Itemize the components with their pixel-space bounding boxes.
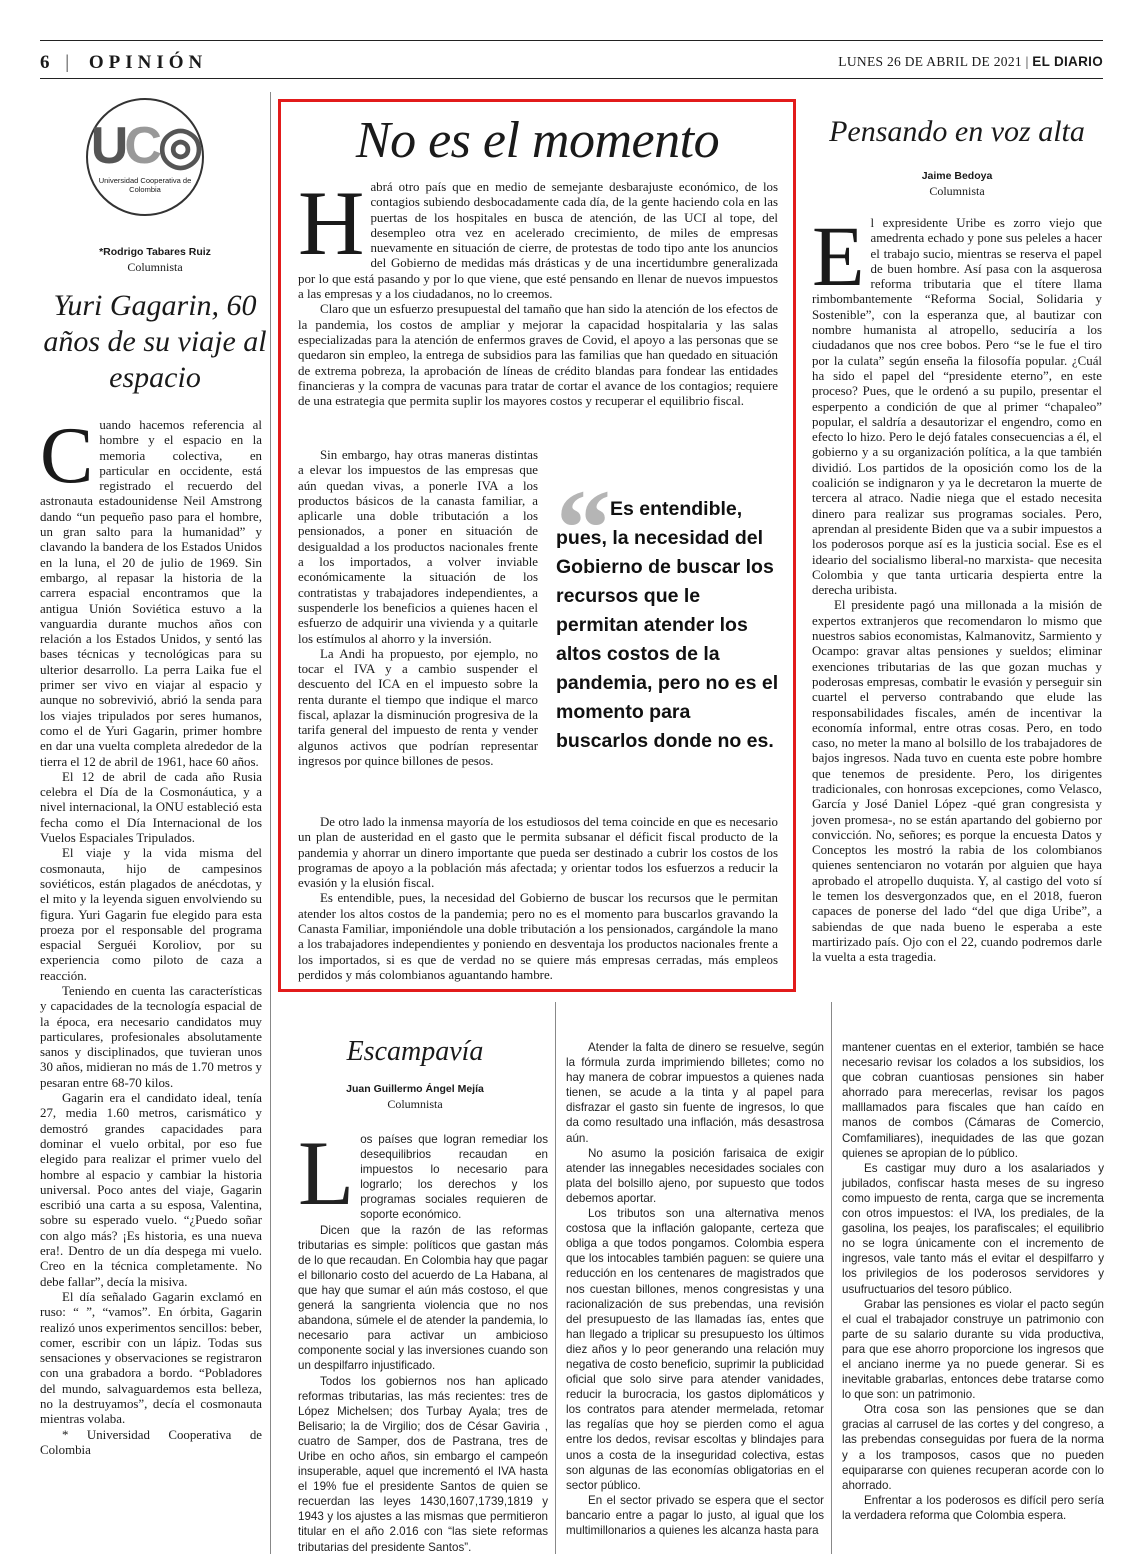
author-name: Juan Guillermo Ángel Mejía xyxy=(346,1083,484,1095)
paragraph: Teniendo en cuenta las características y capacidades de la tecnología espacial de la época, era necesario candidatos muy particulares, profesionales absolutamente sanos y disciplinados, que tuvieran unos 30 años, midieran no más de 1.70 metros y pesaran entre 68-70 kilos. xyxy=(40,983,262,1090)
article-title: Yuri Gagarin, 60 años de su viaje al espacio xyxy=(43,289,267,394)
dropcap: E xyxy=(812,208,865,304)
university-logo: UC◎ Universidad Cooperativa de Colombia xyxy=(86,98,204,216)
bottom-byline xyxy=(290,1083,540,1112)
page-header-date: LUNES 26 DE ABRIL DE 2021 | EL DIARIO xyxy=(838,54,1103,69)
column-divider xyxy=(555,1002,556,1554)
bottom-article-col1 xyxy=(298,1122,548,1555)
dropcap: C xyxy=(40,412,94,500)
paragraph: La Andi ha propuesto, por ejemplo, no tocar el IVA y a cambio suspender el descuento del ICA en el impuesto sobre la renta durante el tiempo que indique el marco fiscal, aplazar la disminución progresiva de la tarifa general del impuesto de renta y vender algunos activos que podrían representar ingresos por quince billones de pesos. xyxy=(298,646,538,768)
column-divider xyxy=(831,1002,832,1554)
paragraph: Dicen que la razón de las reformas tributarias es simple: políticos que gastan más de lo que recaudan. En Colombia hay que pagar el billonario costo del acuerdo de La Habana, al que hay que sumar el aún más costoso, el que generá la sangrienta violencia que no nos abandona, súmele el de atender la pandemia, lo necesario para activar un ambicioso componente social y las inversiones cuando son un despilfarro injustificado. xyxy=(298,1223,548,1373)
paragraph: abrá otro país que en medio de semejante desbarajuste económico, de los contagios subiendo desbocadamente cada día, de la gente haciendo cola en las puertas de los hospitales en busca de atención, de las UCI al tope, del desempleo otra vez en acelerado crecimiento, de miles de empresas nuevamente en situación de cierre, de protestas de todo tipo ante los anuncios del Gobierno de medidas más drásticas y de una incertidumbre generalizada por lo que está pasando y por lo que viene, que esté pensando en llenar de nuevos impuestos a las empresas y a los ciudadanos, no lo creemos. xyxy=(298,180,778,302)
article-title: Pensando en voz alta xyxy=(829,115,1085,148)
author-role: Columnista xyxy=(387,1097,443,1111)
right-byline xyxy=(812,170,1102,199)
left-article-body xyxy=(40,412,262,1458)
paragraph: En el sector privado se espera que el sector bancario entre a pagar lo justo, al igual que los multimillonarios a quienes les alcanza hasta para xyxy=(566,1493,824,1537)
paragraph: El día señalado Gagarin exclamó en ruso: “ ”, “vamos”. En órbita, Gagarin realizó unos experimentos sencillos: beber, comer, escribir con un lápiz. Todas sus sensaciones y observaciones se registraron con una grabadora a bordo. “Pobladores del mundo, salvaguardemos esta belleza, no la destruyamos”, decía el cosmonauta mientras volaba. xyxy=(40,1289,262,1427)
paragraph: De otro lado la inmensa mayoría de los estudiosos del tema coincide en que es necesario un plan de austeridad en el gasto que le permita subsanar el déficit fiscal producto de la pandemia y ahorrar un dinero importante que pueda ser destinado a cubrir los costos de los programas de apoyo a la población más afectada; y orientar todos los esfuerzos a reducir la evasión y la elusión fiscal. xyxy=(298,815,778,891)
header-bottom-rule xyxy=(40,78,1103,79)
editorial-body-bottom xyxy=(298,815,778,983)
paragraph: Enfrentar a los poderosos es difícil pero sería la verdadera reforma que Colombia espera. xyxy=(842,1493,1104,1522)
author-role: Columnista xyxy=(929,184,985,198)
dropcap: L xyxy=(298,1122,355,1224)
paragraph: Gagarin era el candidato ideal, tenía 27, media 1.60 metros, carismático y demostró grandes capacidades para dominar el vuelo orbital, por eso fue elegido para realizar el primer vuelo del hombre al espacio y cambiar la historia universal. Poco antes del viaje, Gagarin escribió una carta a su esposa, Valentina, sobre su esperado vuelo. “¿Puedo soñar con algo más? ¡Es historia, es una nueva era!. Dentro de un día despega mi vuelo. Creo en la técnica completamente. No debe fallar”, decía la misiva. xyxy=(40,1091,262,1289)
issue-date: LUNES 26 DE ABRIL DE 2021 xyxy=(838,54,1022,69)
newspaper-name: EL DIARIO xyxy=(1032,54,1103,69)
editorial-title: No es el momento xyxy=(355,112,720,169)
paragraph: os países que logran remediar los desequilibrios recaudan en impuestos lo necesario para lograrlo; los derechos y los programas sociales requieren de soporte económico. xyxy=(360,1133,548,1222)
paragraph: mantener cuentas en el exterior, también se hace necesario revisar los colados a los subsidios, los que cobran cuantiosas pensiones sin haber ahorrado para merecerlas, revisar los pagos malllamados para fiscales que han caído en manos de combos (Cámaras de Comercio, Comfamiliares), inequidades de las que gozan quienes se apropian de lo público. xyxy=(842,1041,1104,1160)
paragraph: Sin embargo, hay otras maneras distintas a elevar los impuestos de las empresas que aún quedan vivas, a ponerle IVA a los productos básicos de la canasta familiar, a aplicarle una doble tributación a los pensionados, a poner en situación de desigualdad a los productos nacionales frente a los importados, a volver inviable económicamente la situación de los contratistas y trabajadores independientes, a suspenderle los beneficios a quienes hacen el esfuerzo de adquirir una vivienda y a quitarle los estímulos al ahorro y la inversión. xyxy=(298,448,538,646)
paragraph: Claro que un esfuerzo presupuestal del tamaño que han sido la atención de los efectos de la pandemia, los costos de ampliar y mejorar la capacidad hospitalaria y las salas especializadas para la atención de enfermos graves de Covid, el apoyo a las personas que se quedaron sin empleo, la entrega de subsidios para las familias que han quedado en situación de extrema pobreza, la aprobación de líneas de crédito blandas para fondear las entidades financieras y la compra de vacunas para tratar de cortar el avance de los contagios; requiere de una estrategia que permita suplir los mayores costos y recuperar el equilibrio fiscal. xyxy=(298,302,778,409)
page-number: 6 xyxy=(40,52,50,73)
dropcap: H xyxy=(298,172,365,274)
paragraph: Todos los gobiernos nos han aplicado reformas tributarias, las más recientes: tres de López Michelsen; dos Turbay Ayala; tres de Belisario; la de Virgilio; dos de César Gaviria , cuatro de Samper, dos de Pastrana, tres de Uribe en ocho años, sin embargo el campeón insuperable, aquel que incrementó el IVA hasta el 19% fue el presidente Santos de quien se recuerdan las leyes 1430,1607,1739,1819 y 1943 y los ajustes a las mismas que permitieron titular en el año 2.016 con “las siete reformas tributarias del presidente Santos”. xyxy=(298,1374,548,1554)
article-title: Escampavía xyxy=(346,1036,484,1067)
paragraph: Atender la falta de dinero se resuelve, según la fórmula zurda imprimiendo billetes; como no hay manera de cobrar impuestos a quienes nada tienen, se acude a la tinta y al papel para disfrazar el gasto sin fuente de ingresos, lo que da como resultado una inflación, más desastrosa aún. xyxy=(566,1041,824,1145)
logo-text: Universidad Cooperativa de Colombia xyxy=(98,176,192,194)
paragraph: No asumo la posición farisaica de exigir atender las innegables necesidades sociales con plata del bolsillo ajeno, por supuesto que todos debemos aportar. xyxy=(566,1146,824,1205)
author-name: *Rodrigo Tabares Ruiz xyxy=(99,246,211,258)
paragraph: El 12 de abril de cada año Rusia celebra el Día de la Cosmonáutica, y a nivel internacional, la ONU estableció esta fecha como el Día Internacional de los Vuelos Espaciales Tripulados. xyxy=(40,769,262,846)
right-article-body xyxy=(812,208,1102,966)
paragraph: Otra cosa son las pensiones que se dan gracias al carrusel de las cortes y del congreso, a las prebendas conseguidas por fuera de la norma y a los tramposos, casos que no pueden equipararse con quienes recuperan acorde con lo ahorrado. xyxy=(842,1403,1104,1492)
paragraph: Es entendible, pues, la necesidad del Gobierno de buscar los recursos que le permitan atender los altos costos de la pandemia; pero no es el momento para buscarlos gravando la Canasta Familiar, imponiéndole una doble tributación a los pensionados, cargándole la mano a los trabajadores independientes y poniendo en desventaja los productos nacionales frente a los importados, si es que de verdad no se quiere más empresas cerradas, más empleos perdidos y más colombianos aguantando hambre. xyxy=(298,891,778,982)
paragraph: El presidente pagó una millonada a la misión de expertos extranjeros que recomendaron lo mismo que nuestros sabios economistas, Kalmanovitz, Sarmiento y Ocampo: gravar altas pensiones y sueldos; eliminar exenciones tributarias de las que gozan muchas y poderosas empresas, combatir le evasión y perseguir sin cuartel el perverso contrabando que elude las responsabilidades fiscales, amén de incentivar la economía informal, entre otras cosas. Pero, en todo caso, no meter la mano al bolsillo de los trabajadores de bajos ingresos. Nada tuvo en cuenta este pobre hombre que tenemos de presidente. Pero, los dirigentes tradicionales, con honrosas excepciones, como Velasco, García y José Daniel López -qué gran congresista y joven promesa-, no se están apartando del gobierno por convicción. No, señores; es porque la encuesta Datos y Conceptos les mostró la rabia de los colombianos quienes sentenciaron no votarán por alguien que haya aprobado el atropello duquista. Y, al castigo del voto sí le temen los desvergonzados que, en el 2018, fueron capaces de ponerse del lado “del que diga Uribe”, a sabiendas de que nada bueno le esperaba a este martirizado país. Ojo con el 22, cuando podremos darle la vuelta a esta tragedia. xyxy=(812,598,1102,965)
paragraph: uando hacemos referencia al hombre y el espacio en la memoria colectiva, en particular en occidente, está registrado el recuerdo del astronauta estadounidense Neil Amstrong dando “un pequeño paso para el hombre, un gran salto para la humanidad” y clavando la bandera de los Estados Unidos en la luna, el 20 de julio de 1969. Sin embargo, al repasar la historia de la carrera espacial encontramos que la antigua Unión Soviética estuvo a la vanguardia durante muchos años con relación a los Estados Unidos, y sentó las bases técnicas y tecnológicas para su ulterior desarrollo. La perra Laika fue el primer ser vivo en viajar al espacio y aunque no sobrevivió, abrió la senda para los viajes tripulados por seres humanos, como el de Yuri Gagarin, primer hombre en dar una vuelta completa alrededor de la tierra el 12 de abril de 1961, hace 60 años. xyxy=(40,418,262,769)
bottom-article-col2 xyxy=(566,1040,824,1538)
pull-quote-text: Es entendible, pues, la necesidad del Gobierno de buscar los recursos que le permitan atender los altos costos de la pandemia, pero no es el momento para buscarlos donde no es. xyxy=(556,498,779,752)
paragraph: l expresidente Uribe es zorro viejo que amedrenta echado y pone sus peleles a hacer el trabajo sucio, mientras se reserva el papel de buen hombre. Así pasa con la asquerosa reforma tributaria que el títere llama rimbombantemente “Reforma Social, Solidaria y Sostenible”, con la esperanza que, al bautizar con nombre humanista al atropello, seduciría a los ciudadanos que nos cree bobos. Pero “se le fue el tiro por la culata” según enseña la filosofía popular. ¿Cuál ha sido el papel del “presidente eterno”, en este proceso? Pues, que le ordenó a su pupilo, presentar el esperpento a condición de que al primer “chapaleo” popular, el saldría a desautorizar el engendro, como en efecto lo hizo. Pero le dejó fatales consecuencias a él, el gobierno y a su organización política, a la que también dividió. Los partidos de la oposición como los de la coalición se indignaron y ya le decretaron la muerte de tercera al atraco. Nadie niega que el estado necesita dinero para realizar sus programas sociales. Pero, aprendan al presidente Biden que va a subir impuestos a los poderosos porque así es la justicia social. Ese es el ideario del socialismo liberal-no marxista- que necesita Colombia y que tanta urticaria despierta entre la derecha uribista. xyxy=(812,216,1102,598)
paragraph: Grabar las pensiones es violar el pacto según el cual el trabajador construye un patrimonio con parte de su salario durante su vida productiva, para que ese ahorro proporcione los ingresos que el anciano inerme ya no puede generar. Si es inevitable grabarlas, entonces debe tratarse como lo que son: un patrimonio. xyxy=(842,1297,1104,1402)
left-byline xyxy=(40,246,270,275)
column-divider xyxy=(270,92,271,1554)
author-role: Columnista xyxy=(127,260,183,274)
paragraph: El viaje y la vida misma del cosmonauta, hijo de campesinos soviéticos, están plagados de anécdotas, y el mito y la leyenda siguen envolviendo su figura. Yuri Gagarin fue elegido para esta proeza por el responsable del programa espacial Serguéi Koroliov, por su experiencia como piloto de caza a reacción. xyxy=(40,846,262,983)
footnote: * Universidad Cooperativa de Colombia xyxy=(40,1427,262,1457)
pull-quote xyxy=(556,495,781,756)
paragraph: Los tributos son una alternativa menos costosa que la inflación galopante, certeza que obliga a que todos pongamos. Colombia espera que los intocables también paguen: se quiere una reducción en los centenares de magistrados que nos cuestan billones, menos congresistas y una racionalización de sus prebendas, una revisión del presupuesto de las llamadas ías, entes que han llegado a triplicar su presupuesto los últimos diez años y lo peor generando una relación muy negativa de costo beneficio, suprimir la publicidad oficial que solo sirve para atender vanidades, reducir la burocracia, los gastos diplomáticos y los contratos para atender mermelada, retomar las regalías que hoy se pierden como el agua entre los dedos, revisar escoltas y blindajes para unos a costa de la inseguridad colectiva, estas son algunas de las economías obligatorias en el sector público. xyxy=(566,1207,824,1492)
editorial-body-top xyxy=(298,172,778,409)
editorial-body-narrow xyxy=(298,448,538,769)
bottom-article-col3 xyxy=(842,1040,1104,1523)
author-name: Jaime Bedoya xyxy=(921,170,993,182)
quote-mark-icon: “ xyxy=(556,467,611,589)
section-name: OPINIÓN xyxy=(88,52,208,73)
header-top-rule xyxy=(40,40,1103,41)
paragraph: Es castigar muy duro a los asalariados y jubilados, confiscar hasta meses de su ingreso como impuesto de renta, carga que se incrementa con otros impuestos: el IVA, los prediales, de la gasolina, los peajes, los parafiscales; el equilibrio no se logra únicamente con el incremento de ingresos, vale tanto más el evitar el despilfarro y los privilegios de los poderosos servidores y usufructuarios del tesoro público. xyxy=(842,1161,1104,1296)
page-header-section: 6 | OPINIÓN xyxy=(40,52,208,73)
